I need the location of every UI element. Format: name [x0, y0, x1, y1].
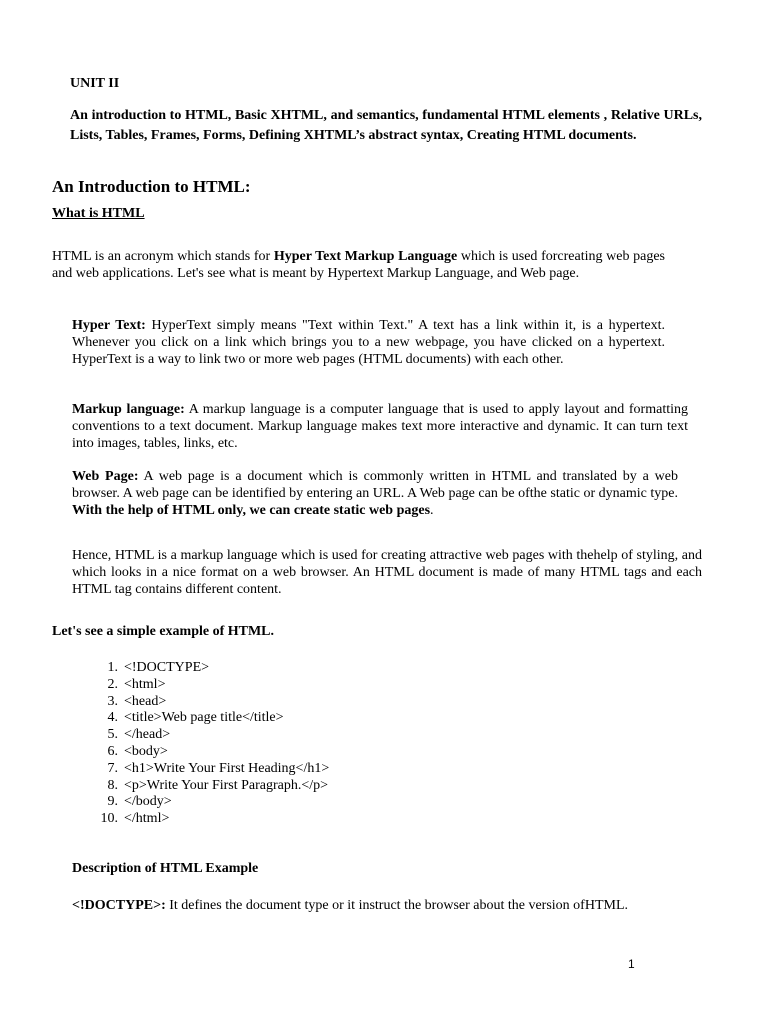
code-line [94, 794, 329, 811]
web-page-term: Web Page: [72, 469, 139, 484]
hypertext-text: HyperText simply means "Text within Text." A text has a link within it, is a hypertext. Whenever you click on a link which brings you to a new webpage, you have clicked on a hypertext. HyperText is a way to link two or more web pages (HTML documents) with each other. [72, 318, 665, 367]
code-line-text: <title>Web page title</title> [124, 710, 284, 726]
unit-topics: An introduction to HTML, Basic XHTML, and semantics, fundamental HTML elements , Relative URLs, Lists, Tables, Frames, Forms, Defining XHTML’s abstract syntax, Creating HTML documents. [70, 108, 702, 143]
code-line-text: <html> [124, 676, 166, 692]
code-line-text: </head> [124, 727, 171, 743]
web-page-paragraph [72, 468, 678, 519]
hypertext-paragraph [72, 317, 665, 368]
markup-language-paragraph [72, 401, 688, 452]
code-line-number: 9. [107, 794, 118, 810]
html-definition-paragraph [52, 248, 665, 282]
code-line-text: <body> [124, 743, 168, 759]
code-line [94, 761, 329, 778]
code-line-text: <head> [124, 693, 167, 709]
code-line-text: </html> [124, 811, 170, 827]
description-heading: Description of HTML Example [72, 861, 259, 876]
code-line [94, 778, 329, 795]
html-definition-post: which is used forcreating web pages and web applications. Let's see what is meant by Hypertext Markup Language, and Web page. [52, 249, 665, 281]
unit-heading: UNIT II [70, 76, 120, 91]
code-line-number: 10. [100, 811, 118, 827]
code-line-text: <!DOCTYPE> [124, 660, 210, 675]
code-line-number: 6. [107, 743, 118, 759]
doctype-paragraph [72, 897, 702, 914]
markup-language-text: A markup language is a computer language that is used to apply layout and formatting conventions to a text document. Markup language makes text more interactive and dynamic. It can turn text into images, tables, links, etc. [72, 402, 688, 451]
intro-heading: An Introduction to HTML: [52, 177, 251, 196]
markup-language-term: Markup language: [72, 402, 185, 417]
web-page-end: . [430, 503, 434, 518]
code-line [94, 744, 329, 761]
code-line-number: 2. [107, 676, 118, 692]
doctype-text: It defines the document type or it instruct the browser about the version ofHTML. [165, 898, 629, 913]
code-line-text: </body> [124, 794, 172, 810]
code-line-number: 4. [107, 710, 118, 726]
code-line-number: 7. [107, 760, 118, 776]
doctype-term: <!DOCTYPE>: [72, 898, 166, 913]
code-line [94, 710, 329, 727]
what-is-html-heading: What is HTML [52, 206, 145, 221]
code-line-text: <h1>Write Your First Heading</h1> [124, 760, 330, 776]
html-definition-bold: Hyper Text Markup Language [273, 249, 458, 264]
example-heading: Let's see a simple example of HTML. [52, 624, 275, 639]
code-line [94, 727, 329, 744]
code-line [94, 660, 329, 677]
hence-paragraph: Hence, HTML is a markup language which is used for creating attractive web pages with thehelp of styling, and which looks in a nice format on a web browser. An HTML document is made of many HTML tags and each HTML tag contains different content. [72, 548, 702, 597]
code-line-number: 5. [107, 727, 118, 743]
code-line [94, 694, 329, 711]
code-line-text: <p>Write Your First Paragraph.</p> [124, 777, 329, 793]
web-page-text: A web page is a document which is commonly written in HTML and translated by a web browser. A web page can be identified by entering an URL. A Web page can be ofthe static or dynamic type. [72, 469, 679, 501]
code-line-number: 8. [107, 777, 118, 793]
html-definition-pre: HTML is an acronym which stands for [52, 249, 274, 264]
web-page-bold-end: With the help of HTML only, we can create static web pages [72, 503, 431, 518]
html-example-code-list [94, 660, 329, 828]
code-line-number: 1. [107, 660, 118, 675]
hypertext-term: Hyper Text: [72, 318, 146, 333]
code-line [94, 677, 329, 694]
code-line-number: 3. [107, 693, 118, 709]
page-number: 1 [628, 957, 635, 971]
code-line [94, 811, 329, 828]
